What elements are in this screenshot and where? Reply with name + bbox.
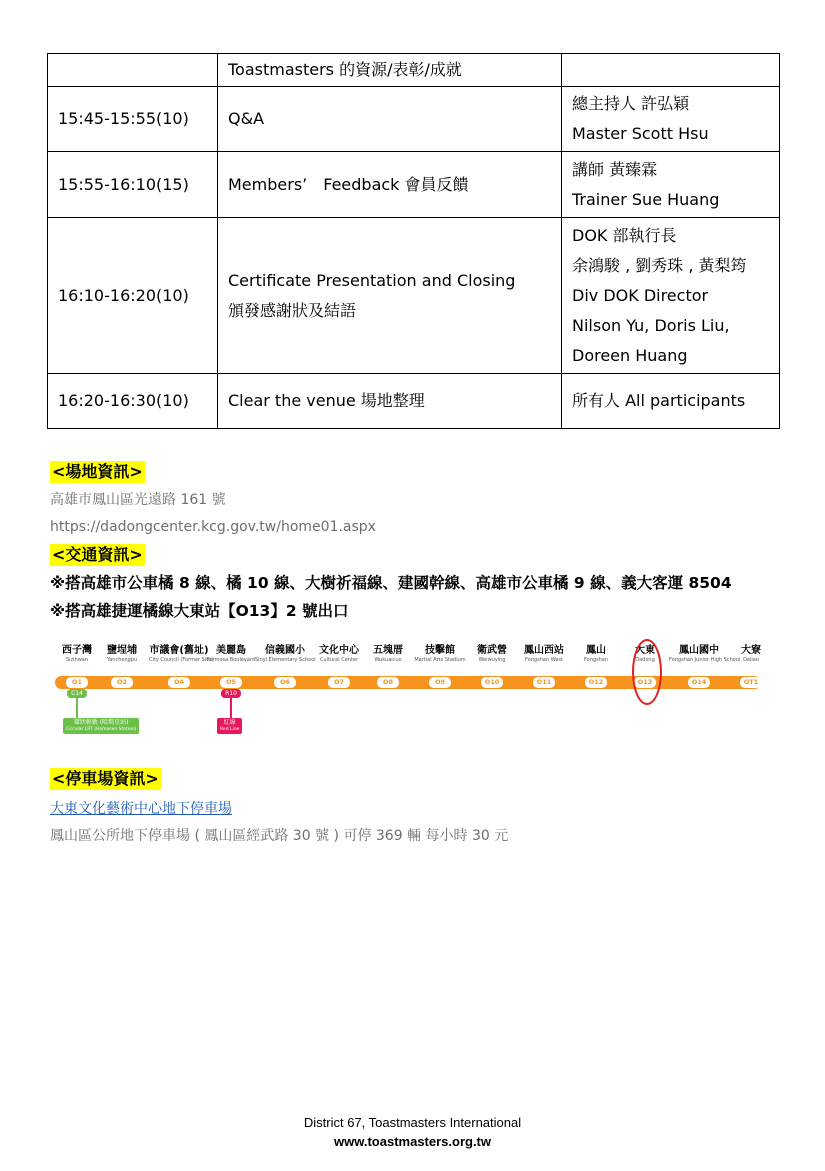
mrt-station [721, 645, 781, 663]
mrt-station [149, 645, 214, 663]
agenda-topic [218, 87, 562, 152]
agenda-time: 15:55-16:10(15) [48, 152, 218, 218]
agenda-host-line: Trainer Sue Huang [572, 189, 720, 209]
station-name-en: Yanchengpu [106, 657, 138, 663]
agenda-host [562, 374, 780, 429]
station-code: O5 [220, 677, 242, 688]
agenda-topic-line: Members’ Feedback 會員反饋 [228, 174, 469, 194]
agenda-host-line: 總主持人 許弘穎 [572, 94, 690, 113]
parking-heading: <停車場資訊> [52, 769, 159, 788]
transfer-r10: R10 [221, 689, 241, 698]
agenda-row [48, 54, 780, 87]
station-name: 鹽埕埔 [107, 645, 137, 656]
venue-address: 高雄市鳳山區光遠路 161 號 [50, 492, 226, 508]
agenda-topic-line: Q&A [228, 109, 265, 128]
agenda-topic-line: Toastmasters 的資源/表彰/成就 [228, 60, 462, 79]
footer [0, 1113, 825, 1151]
station-name-en: City Council (Former Site) [149, 657, 214, 663]
agenda-row [48, 374, 780, 429]
red-line-badge [217, 718, 242, 734]
circular-connector [76, 698, 78, 718]
station-name-en: Fongshan [583, 657, 609, 663]
transfer-c14: C14 [67, 689, 87, 698]
station-code: O8 [377, 677, 399, 688]
agenda-topic [218, 54, 562, 87]
station-code: O13 [634, 677, 656, 688]
station-name-en: Dadong [635, 657, 655, 663]
agenda-host-line: Doreen Huang [572, 345, 688, 365]
station-name: 信義國小 [265, 645, 305, 656]
transport-bus-info: ※搭高雄市公車橘 8 線、橘 10 線、大樹祈福線、建國幹線、高雄市公車橘 9 線、義大客運 8504 [50, 574, 732, 592]
mrt-orange-line-map [55, 645, 765, 740]
agenda-topic [218, 152, 562, 218]
station-name: 技擊館 [425, 645, 455, 656]
agenda-row [48, 87, 780, 152]
parking-note: 鳳山區公所地下停車場 ( 鳳山區經武路 30 號 ) 可停 369 輛 每小時 30 元 [50, 828, 509, 844]
station-name: 鳳山 [586, 645, 606, 656]
venue-url[interactable]: https://dadongcenter.kcg.gov.tw/home01.aspx [50, 519, 376, 535]
station-name-en: Sinyi Elementary School [255, 657, 316, 663]
agenda-time: 15:45-15:55(10) [48, 87, 218, 152]
transfer-line-label: Red Line [220, 727, 240, 732]
station-code: O6 [274, 677, 296, 688]
station-code: O9 [429, 677, 451, 688]
station-code: O10 [481, 677, 503, 688]
agenda-topic [218, 374, 562, 429]
mrt-station [255, 645, 315, 663]
circular-lrt-badge [63, 718, 139, 734]
station-name-en: Cultural Center [319, 657, 359, 663]
station-code: O2 [111, 677, 133, 688]
station-name: 五塊厝 [373, 645, 403, 656]
agenda-table [47, 53, 780, 429]
station-name-en: Fongshan West [525, 657, 563, 663]
agenda-host-line: 所有人 All participants [572, 391, 746, 410]
footer-org: District 67, Toastmasters International [303, 1115, 522, 1130]
agenda-row [48, 152, 780, 218]
station-code: O7 [328, 677, 350, 688]
agenda-host-line: DOK 部執行長 [572, 225, 677, 245]
agenda-host-line: Nilson Yu, Doris Liu, [572, 315, 730, 335]
agenda-host-line: Master Scott Hsu [572, 124, 709, 143]
venue-heading: <場地資訊> [52, 462, 143, 481]
station-name-en: Weiwuying [478, 657, 506, 663]
agenda-host-line: Div DOK Director [572, 285, 709, 305]
station-name: 大東 [635, 645, 655, 656]
agenda-row [48, 218, 780, 374]
station-code: O11 [533, 677, 555, 688]
station-name-en: Fongshan Junior High School [669, 657, 741, 663]
agenda-host-line: 講師 黃臻霖 [572, 159, 658, 179]
station-name-en: Sizihwan [65, 657, 89, 663]
agenda-host [562, 218, 780, 374]
agenda-topic-line: Certificate Presentation and Closing [228, 270, 516, 290]
station-code: O12 [585, 677, 607, 688]
transfer-line-label: 紅線 [223, 719, 236, 726]
station-name-en: Formosa Boulevard [206, 657, 256, 663]
parking-link[interactable]: 大東文化藝術中心地下停車場 [50, 801, 232, 817]
red-connector [230, 698, 232, 718]
mrt-station [514, 645, 574, 663]
agenda-topic-line: Clear the venue 場地整理 [228, 391, 425, 410]
transfer-line-label: 環狀輕軌 (哈瑪星站) [73, 719, 129, 726]
station-name: 西子灣 [62, 645, 92, 656]
station-name: 市議會(舊址) [149, 645, 209, 656]
transport-mrt-info: ※搭高雄捷運橘線大東站【O13】2 號出口 [50, 602, 349, 620]
station-code: O4 [168, 677, 190, 688]
transfer-line-label: Circular LRT (Hamasen Station) [66, 727, 137, 732]
station-name: 美麗島 [216, 645, 246, 656]
station-name-en: Daliao [743, 657, 759, 663]
footer-website[interactable]: www.toastmasters.org.tw [334, 1134, 491, 1149]
station-code: O1 [66, 677, 88, 688]
mrt-station [410, 645, 470, 663]
station-name: 文化中心 [319, 645, 359, 656]
station-code: OT1 [740, 677, 762, 688]
mrt-station [669, 645, 741, 663]
agenda-time [48, 54, 218, 87]
agenda-time: 16:10-16:20(10) [48, 218, 218, 374]
agenda-host [562, 54, 780, 87]
agenda-topic [218, 218, 562, 374]
station-name: 鳳山國中 [679, 645, 719, 656]
mrt-station [358, 645, 418, 663]
mrt-station [92, 645, 152, 663]
station-name: 鳳山西站 [524, 645, 564, 656]
agenda-time: 16:20-16:30(10) [48, 374, 218, 429]
mrt-station [462, 645, 522, 663]
transport-heading: <交通資訊> [52, 545, 143, 564]
station-name: 大寮 [741, 645, 761, 656]
station-name-en: Wukuaicuo [374, 657, 402, 663]
station-code: O14 [688, 677, 710, 688]
station-name: 衛武營 [477, 645, 507, 656]
dadong-highlight-circle [632, 639, 662, 705]
station-name-en: Martial Arts Stadium [414, 657, 466, 663]
agenda-host-line: 余鴻駿 , 劉秀珠 , 黃梨筠 [572, 255, 747, 275]
agenda-host [562, 87, 780, 152]
agenda-topic-line: 頒發感謝狀及結語 [228, 300, 357, 320]
mrt-station [201, 645, 261, 663]
agenda-host [562, 152, 780, 218]
